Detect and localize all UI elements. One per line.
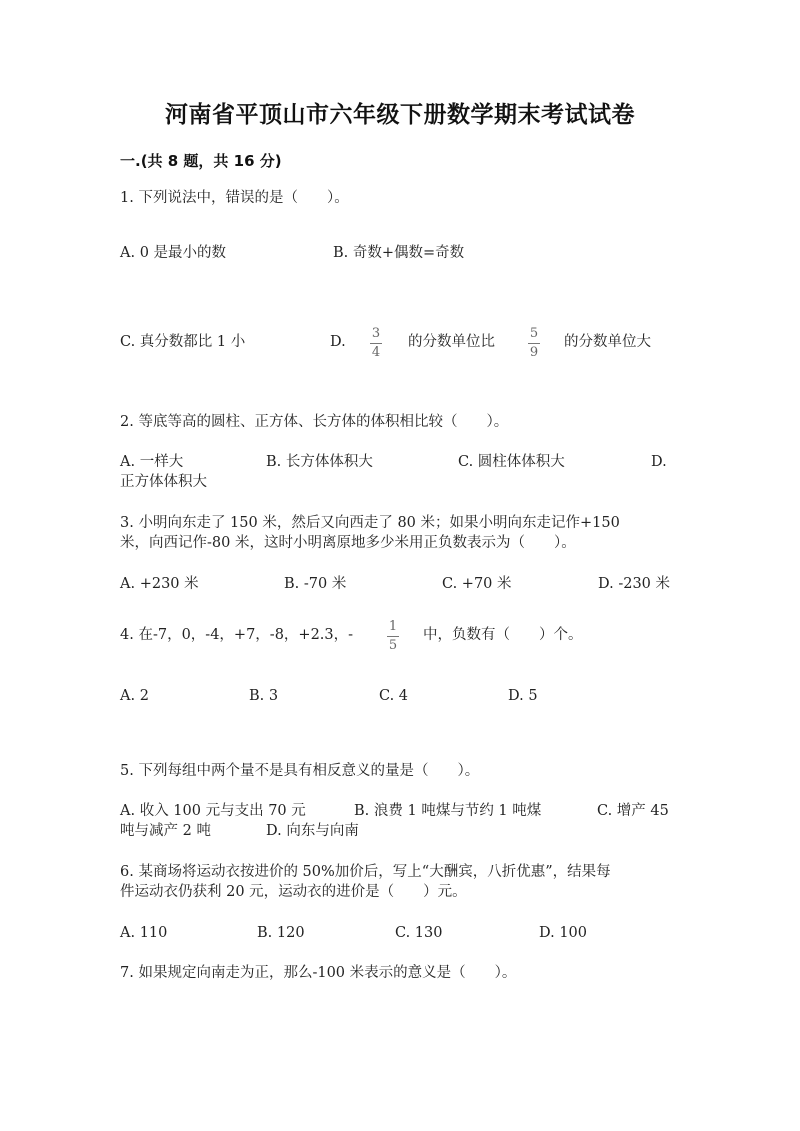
question-3-option-b[interactable]: B. -70 米 <box>284 576 347 592</box>
question-6-stem-line-1: 6. 某商场将运动衣按进价的 50%加价后，写上“大酬宾，八折优惠”，结果每 <box>120 864 611 880</box>
question-5-option-d[interactable]: D. 向东与向南 <box>266 823 359 839</box>
question-2-stem: 2. 等底等高的圆柱、正方体、长方体的体积相比较（ ）。 <box>120 414 509 430</box>
question-4-stem-part-1: 4. 在-7，0，-4，+7，-8，+2.3，- <box>120 627 354 643</box>
question-7-stem: 7. 如果规定向南走为正，那么-100 米表示的意义是（ ）。 <box>120 965 517 981</box>
question-3-stem-line-1: 3. 小明向东走了 150 米，然后又向西走了 80 米；如果小明向东走记作+150 <box>120 515 620 531</box>
question-1-option-d-text-2: 的分数单位大 <box>564 334 651 350</box>
question-4-stem-part-2: 中，负数有（ ）个。 <box>423 627 583 643</box>
fraction-numerator: 1 <box>388 619 398 634</box>
fraction-numerator: 3 <box>371 326 381 341</box>
question-1-option-d[interactable]: D. <box>330 334 346 350</box>
fraction-one-fifth <box>387 619 399 654</box>
question-1-stem: 1. 下列说法中，错误的是（ ）。 <box>120 190 349 206</box>
question-4-option-a[interactable]: A. 2 <box>120 688 149 704</box>
fraction-denominator: 4 <box>371 345 381 360</box>
fraction-three-quarters <box>370 326 382 361</box>
question-2-option-a[interactable]: A. 一样大 <box>120 454 184 470</box>
question-3-stem-line-2: 米，向西记作-80 米，这时小明离原地多少米用正负数表示为（ ）。 <box>120 535 576 551</box>
question-3-option-d[interactable]: D. -230 米 <box>598 576 671 592</box>
section-heading: 一.(共 8 题，共 16 分) <box>120 152 282 170</box>
question-6-stem-line-2: 件运动衣仍获利 20 元，运动衣的进价是（ ）元。 <box>120 884 467 900</box>
fraction-denominator: 9 <box>529 345 539 360</box>
question-5-option-a[interactable]: A. 收入 100 元与支出 70 元 <box>120 803 306 819</box>
question-1-option-d-text-1: 的分数单位比 <box>408 334 495 350</box>
fraction-numerator: 5 <box>529 326 539 341</box>
question-3-option-c[interactable]: C. +70 米 <box>442 576 512 592</box>
question-4-option-d[interactable]: D. 5 <box>508 688 538 704</box>
fraction-bar <box>370 343 382 344</box>
page-title: 河南省平顶山市六年级下册数学期末考试试卷 <box>165 102 635 128</box>
question-5-option-c[interactable]: C. 增产 45 <box>597 803 669 819</box>
question-3-option-a[interactable]: A. +230 米 <box>120 576 199 592</box>
question-6-option-d[interactable]: D. 100 <box>539 925 588 941</box>
question-6-option-b[interactable]: B. 120 <box>257 925 305 941</box>
question-4-option-b[interactable]: B. 3 <box>249 688 279 704</box>
question-2-option-d[interactable]: D. <box>651 454 667 470</box>
question-6-option-c[interactable]: C. 130 <box>395 925 443 941</box>
question-2-option-d-continued: 正方体体积大 <box>120 474 207 490</box>
fraction-bar <box>528 343 540 344</box>
fraction-bar <box>387 636 399 637</box>
question-5-option-c-continued: 吨与减产 2 吨 <box>120 823 211 839</box>
question-2-option-b[interactable]: B. 长方体体积大 <box>266 454 373 470</box>
question-1-option-c[interactable]: C. 真分数都比 1 小 <box>120 334 246 350</box>
question-6-option-a[interactable]: A. 110 <box>120 925 168 941</box>
fraction-five-ninths <box>528 326 540 361</box>
question-5-option-b[interactable]: B. 浪费 1 吨煤与节约 1 吨煤 <box>354 803 542 819</box>
question-1-option-b[interactable]: B. 奇数+偶数=奇数 <box>333 245 465 261</box>
fraction-denominator: 5 <box>388 638 398 653</box>
question-5-stem: 5. 下列每组中两个量不是具有相反意义的量是（ ）。 <box>120 763 480 779</box>
question-4-option-c[interactable]: C. 4 <box>379 688 409 704</box>
question-1-option-a[interactable]: A. 0 是最小的数 <box>120 245 227 261</box>
question-2-option-c[interactable]: C. 圆柱体体积大 <box>458 454 565 470</box>
